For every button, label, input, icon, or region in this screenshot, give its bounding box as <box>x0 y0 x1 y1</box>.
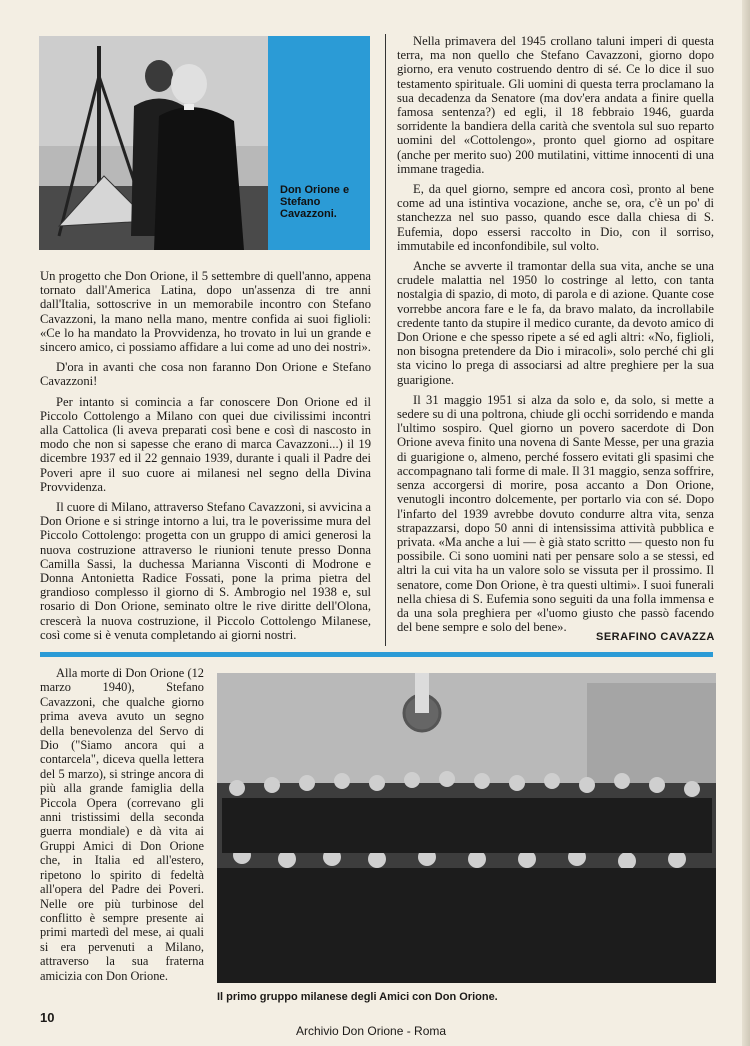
page-number: 10 <box>40 1010 55 1025</box>
bottom-column <box>40 666 204 989</box>
photo-caption-bottom: Il primo gruppo milanese degli Amici con Don Orione. <box>217 991 498 1003</box>
left-paragraph-2: D'ora in avanti che cosa non faranno Don Orione e Stefano Cavazzoni! <box>40 360 371 389</box>
photo-group-friends <box>217 673 716 983</box>
group-photo-illustration <box>217 673 716 983</box>
right-paragraph-1: Nella primavera del 1945 crollano taluni imperi di questa terra, ma non quello che Stefano Cavazzoni, giorno dopo giorno, era venuto costruendo dentro di sé. Ce lo dice il suo testamento spirituale. Gli uomini di questa terra proclamano la sua decadenza da Senatore (ma dov'era andata a finire quella famosa sentenza?) ed egli, il 18 febbraio 1946, guarda sorridente la bandiera della carità che sventola sul suo reparto uomini del «Cottolengo», pronto quel giorno ad ospitare (anche per merito suo) 200 mutilatini, vittime innocenti di una immane tragedia. <box>397 34 714 176</box>
section-divider <box>40 652 713 657</box>
right-paragraph-4: Il 31 maggio 1951 si alza da solo e, da solo, si mette a sedere su di una poltrona, chiude gli occhi sorridendo e manda l'ultimo sospiro. Quel giorno un povero sacerdote di Don Orione aveva finito una novena di Sante Messe, per una grazia di guarigione o, almeno, perché fossero evitati gli spasimi che accompagnano tali forme di male. Il 31 maggio, senza soffrire, senza accorgersi di morire, posa accanto a Don Orione, venutogli incontro dolcemente, per portarlo via con sé. Dopo l'infarto del 1939 avrebbe dovuto condurre altra vita, senza strapazzarsi, dopo 50 anni di intensissima attività pubblica e privata. «Ma anche a lui — è già stato scritto — questo non fu possibile. Ci sono uomini nati per pensare solo a se stessi, ed altri la cui vita ha un valore solo se vissuta per il prossimo. Il senatore, come Don Orione, è tra questi ultimi». I suoi funerali nella chiesa di S. Eufemia sono seguiti da una folla immensa e da una sola preghiera per «l'uomo giusto che passò facendo del bene sempre e solo del bene». <box>397 392 714 635</box>
right-column <box>397 34 714 640</box>
bottom-paragraph: Alla morte di Don Orione (12 marzo 1940), Stefano Cavazzoni, che qualche giorno prima aveva avuto un segno della benevolenza del Servo di Dio ("Siamo ancora qui a contarcela", diceva quella lettera del 5 marzo), si stringe ancora di più alla grande famiglia della Piccola Opera (correvano gli anni tristissimi della seconda guerra mondiale) e dà vita ai Gruppi Amici di Don Orione che, in Italia ed all'estero, ripetono lo spirito di fedeltà all'opera del Padre dei Poveri. Nelle ore più turbinose del conflitto è sempre presente ai primi martedì del mese, ai quali si era pervenuti a Milano, attraverso la sua fraterna amicizia con Don Orione. <box>40 666 204 983</box>
left-paragraph-4: Il cuore di Milano, attraverso Stefano Cavazzoni, si avvicina a Don Orione e si stringe intorno a lui, tra le poverissime mura del Piccolo Cottolengo: progetta con un gruppo di amici generosi la nuova costruzione attraverso le riunioni tenute presso Donna Camilla Sassi, la duchessa Marianna Visconti di Modrone e Donna Antonietta Radice Fossati, pone la prima pietra del grandioso complesso il giorno di S. Ambrogio nel 1938 e, sul rosario di Don Orione, seminato oltre le rive diritte dell'Olona, crescerà la nuova costruzione, il Piccolo Cottolengo Milanese, così come si è venuta completando ai giorni nostri. <box>40 500 371 642</box>
author-signature: SERAFINO CAVAZZA <box>596 631 715 643</box>
left-paragraph-1: Un progetto che Don Orione, il 5 settembre di quell'anno, appena tornato dall'America Latina, dopo un'assenza di tre anni dall'Italia, sottoscrive in un memorabile incontro con Stefano Cavazzoni, la mano nella mano, mentre confida ai suoi figlioli: «Ce lo ha mandato la Provvidenza, ho trovato in lui un grande e sincero amico, ci possiamo affidare a lui come ad uno dei nostri». <box>40 269 371 355</box>
left-paragraph-3: Per intanto si comincia a far conoscere Don Orione ed il Piccolo Cottolengo a Milano con quei due civilissimi incontri alla Cattolica (li aveva preparati così bene e così di nascosto in modo che non si sapesse che erano di marca Cavazzoni...) il 19 dicembre 1937 ed il 22 gennaio 1939, durante i quali il Padre dei Poveri apre il suo cuore ai milanesi nel segno della Divina Provvidenza. <box>40 394 371 494</box>
column-divider <box>385 34 386 646</box>
left-column <box>40 269 371 648</box>
page-edge <box>742 0 750 1046</box>
photo-illustration <box>39 36 268 250</box>
photo-caption-top: Don Orione e Stefano Cavazzoni. <box>280 184 350 220</box>
right-paragraph-2: E, da quel giorno, sempre ed ancora così, pronto al bene come ad una istintiva vocazione, anche se, ora, c'è un po' di stanchezza nel suo passo, quando esce dalla chiesa di S. Eufemia, dopo essersi raccolto in Dio, con il sorriso, immutabile ed inconfondibile, sul volto. <box>397 182 714 253</box>
photo-don-orione-cavazzoni <box>39 36 268 250</box>
archive-footer: Archivio Don Orione - Roma <box>296 1024 447 1038</box>
right-paragraph-3: Anche se avverte il tramontar della sua vita, anche se una crudele malattia nel 1950 lo costringe al letto, con tanta nostalgia di spazio, di moto, di parola e di azione. Quante cose vorrebbe ancora fare e le fa, da bravo malato, da incrollabile credente tanto da stupire il medico curante, da devoto amico di Don Orione e che spesso ripete a sé ed agli altri: «No, figlioli, non bisogna pretendere da Dio i miracoli», solo perché chi gli sta vicino lo prega di associarsi ad altre preghiere per la sua guarigione. <box>397 259 714 387</box>
